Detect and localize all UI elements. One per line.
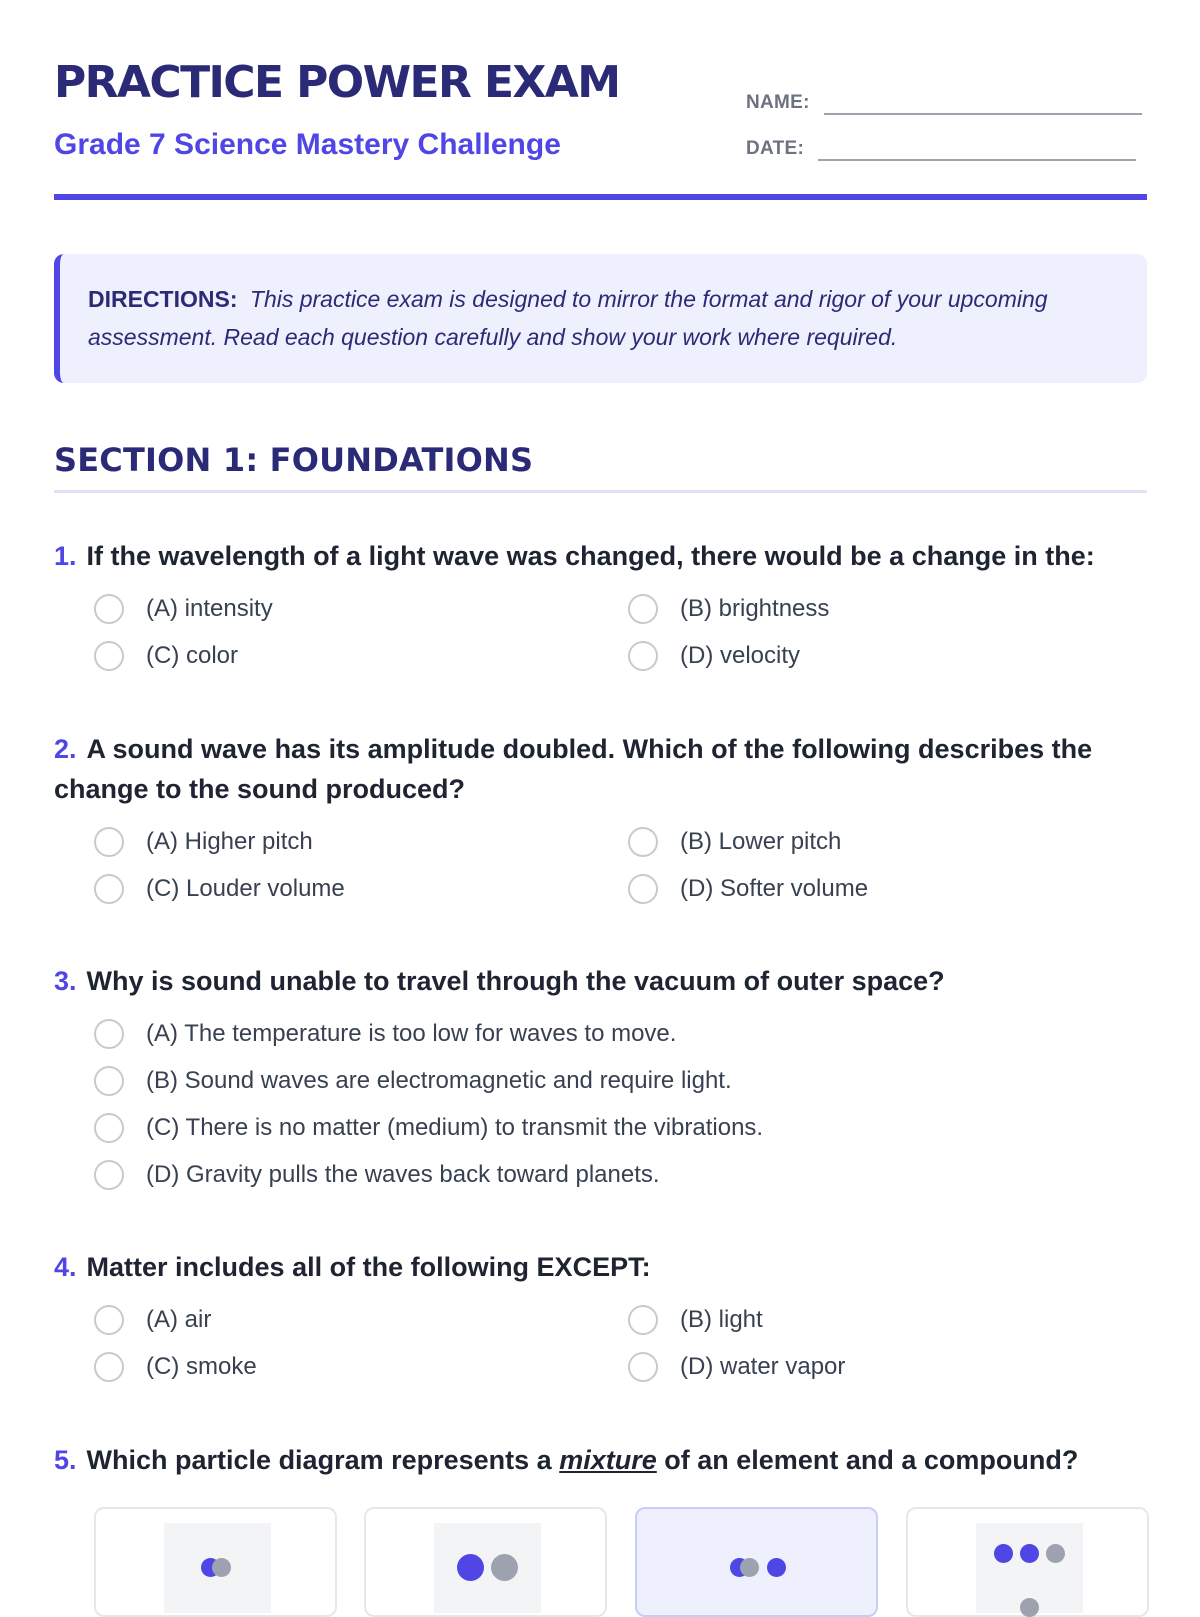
answer-option[interactable]: [94, 1060, 1094, 1101]
compound-particle: [1046, 1544, 1065, 1563]
date-input-line[interactable]: [818, 135, 1136, 161]
particle-diagram-options: [94, 1507, 1147, 1600]
option-label: (B) brightness: [680, 594, 830, 622]
question-5: [54, 1440, 1147, 1480]
compound-particle: [212, 1558, 231, 1577]
question-1-text: [54, 536, 1147, 576]
date-label: DATE:: [746, 138, 805, 159]
option-label: (D) Softer volume: [680, 874, 869, 902]
directions-text: This practice exam is designed to mirror the format and rigor of your upcoming assessment. Read each question carefully and show your work where required.: [88, 286, 1048, 350]
compound-particle: [491, 1554, 518, 1581]
exam-subtitle: Grade 7 Science Mastery Challenge: [54, 128, 561, 161]
question-prompt-end: of an element and a compound?: [664, 1445, 1079, 1475]
directions-box: [54, 254, 1147, 383]
question-3-text: [54, 961, 1147, 1001]
element-particle: [457, 1554, 484, 1581]
answer-option[interactable]: [628, 588, 1128, 629]
emphasized-term: mixture: [559, 1445, 657, 1475]
radio-button[interactable]: [628, 874, 658, 904]
element-particle: [1020, 1544, 1039, 1563]
option-label: (A) intensity: [146, 594, 273, 622]
question-number: 5.: [54, 1445, 77, 1475]
option-label: (A) Higher pitch: [146, 827, 313, 855]
answer-option[interactable]: [628, 1346, 1128, 1387]
particle-diagram-card-1[interactable]: [94, 1507, 337, 1617]
radio-button[interactable]: [628, 1305, 658, 1335]
answer-option[interactable]: [94, 635, 628, 676]
element-particle: [767, 1558, 786, 1577]
option-label: (D) Gravity pulls the waves back toward planets.: [146, 1160, 660, 1188]
option-label: (A) air: [146, 1305, 212, 1333]
radio-button[interactable]: [94, 827, 124, 857]
question-4-options: [94, 1299, 1147, 1387]
radio-button[interactable]: [94, 874, 124, 904]
option-label: (B) Sound waves are electromagnetic and require light.: [146, 1066, 732, 1094]
radio-button[interactable]: [628, 1352, 658, 1382]
name-label: NAME:: [746, 92, 810, 113]
answer-option[interactable]: [94, 1299, 628, 1340]
radio-button[interactable]: [628, 594, 658, 624]
question-4: [54, 1247, 1147, 1387]
directions-label: DIRECTIONS:: [88, 286, 238, 312]
question-prompt: Matter includes all of the following EXCEPT:: [86, 1252, 651, 1282]
question-number: 2.: [54, 734, 77, 764]
compound-particle: [1020, 1598, 1039, 1617]
date-field[interactable]: [746, 135, 1136, 161]
element-particle: [994, 1544, 1013, 1563]
answer-option[interactable]: [94, 1107, 1094, 1148]
question-prompt: If the wavelength of a light wave was changed, there would be a change in the:: [86, 541, 1095, 571]
option-label: (B) Lower pitch: [680, 827, 842, 855]
radio-button[interactable]: [94, 1113, 124, 1143]
name-input-line[interactable]: [824, 89, 1142, 115]
particle-diagram-card-3[interactable]: [635, 1507, 878, 1617]
question-prompt-start: Which particle diagram represents a: [86, 1445, 552, 1475]
section-title: SECTION 1: FOUNDATIONS: [54, 441, 534, 479]
option-label: (D) water vapor: [680, 1352, 846, 1380]
option-label: (C) color: [146, 641, 239, 669]
option-label: (D) velocity: [680, 641, 801, 669]
question-3-options: [94, 1013, 1147, 1195]
radio-button[interactable]: [94, 1352, 124, 1382]
radio-button[interactable]: [94, 1160, 124, 1190]
radio-button[interactable]: [628, 827, 658, 857]
answer-option[interactable]: [628, 635, 1128, 676]
question-1: [54, 536, 1147, 676]
question-2-options: [94, 821, 1147, 909]
compound-particle: [740, 1558, 759, 1577]
radio-button[interactable]: [94, 1019, 124, 1049]
radio-button[interactable]: [94, 594, 124, 624]
answer-option[interactable]: [94, 588, 628, 629]
answer-option[interactable]: [94, 868, 628, 909]
answer-option[interactable]: [94, 1346, 628, 1387]
option-label: (C) smoke: [146, 1352, 257, 1380]
answer-option[interactable]: [94, 1154, 1094, 1195]
question-2-text: [54, 729, 1147, 809]
option-label: (A) The temperature is too low for waves to move.: [146, 1019, 677, 1047]
answer-option[interactable]: [94, 1013, 1094, 1054]
directions-paragraph: [88, 280, 1117, 356]
question-1-options: [94, 588, 1147, 676]
answer-option[interactable]: [628, 821, 1128, 862]
question-prompt: A sound wave has its amplitude doubled. Which of the following describes the change to the sound produced?: [54, 734, 1093, 804]
section-divider: [54, 490, 1147, 493]
question-number: 1.: [54, 541, 77, 571]
question-2: [54, 729, 1147, 909]
name-field[interactable]: [746, 89, 1142, 115]
question-5-text: [54, 1440, 1147, 1480]
answer-option[interactable]: [94, 821, 628, 862]
particle-diagram-card-4[interactable]: [906, 1507, 1149, 1617]
question-number: 4.: [54, 1252, 77, 1282]
question-prompt: Why is sound unable to travel through the vacuum of outer space?: [86, 966, 945, 996]
header-divider: [54, 194, 1147, 200]
option-label: (C) Louder volume: [146, 874, 345, 902]
radio-button[interactable]: [628, 641, 658, 671]
question-number: 3.: [54, 966, 77, 996]
answer-option[interactable]: [628, 868, 1128, 909]
exam-header: [54, 55, 1147, 202]
question-3: [54, 961, 1147, 1195]
option-label: (B) light: [680, 1305, 763, 1333]
option-label: (C) There is no matter (medium) to transmit the vibrations.: [146, 1113, 764, 1141]
exam-title: PRACTICE POWER EXAM: [54, 57, 620, 108]
answer-option[interactable]: [628, 1299, 1128, 1340]
particle-diagram-card-2[interactable]: [364, 1507, 607, 1617]
radio-button[interactable]: [94, 641, 124, 671]
radio-button[interactable]: [94, 1305, 124, 1335]
question-4-text: [54, 1247, 1147, 1287]
radio-button[interactable]: [94, 1066, 124, 1096]
